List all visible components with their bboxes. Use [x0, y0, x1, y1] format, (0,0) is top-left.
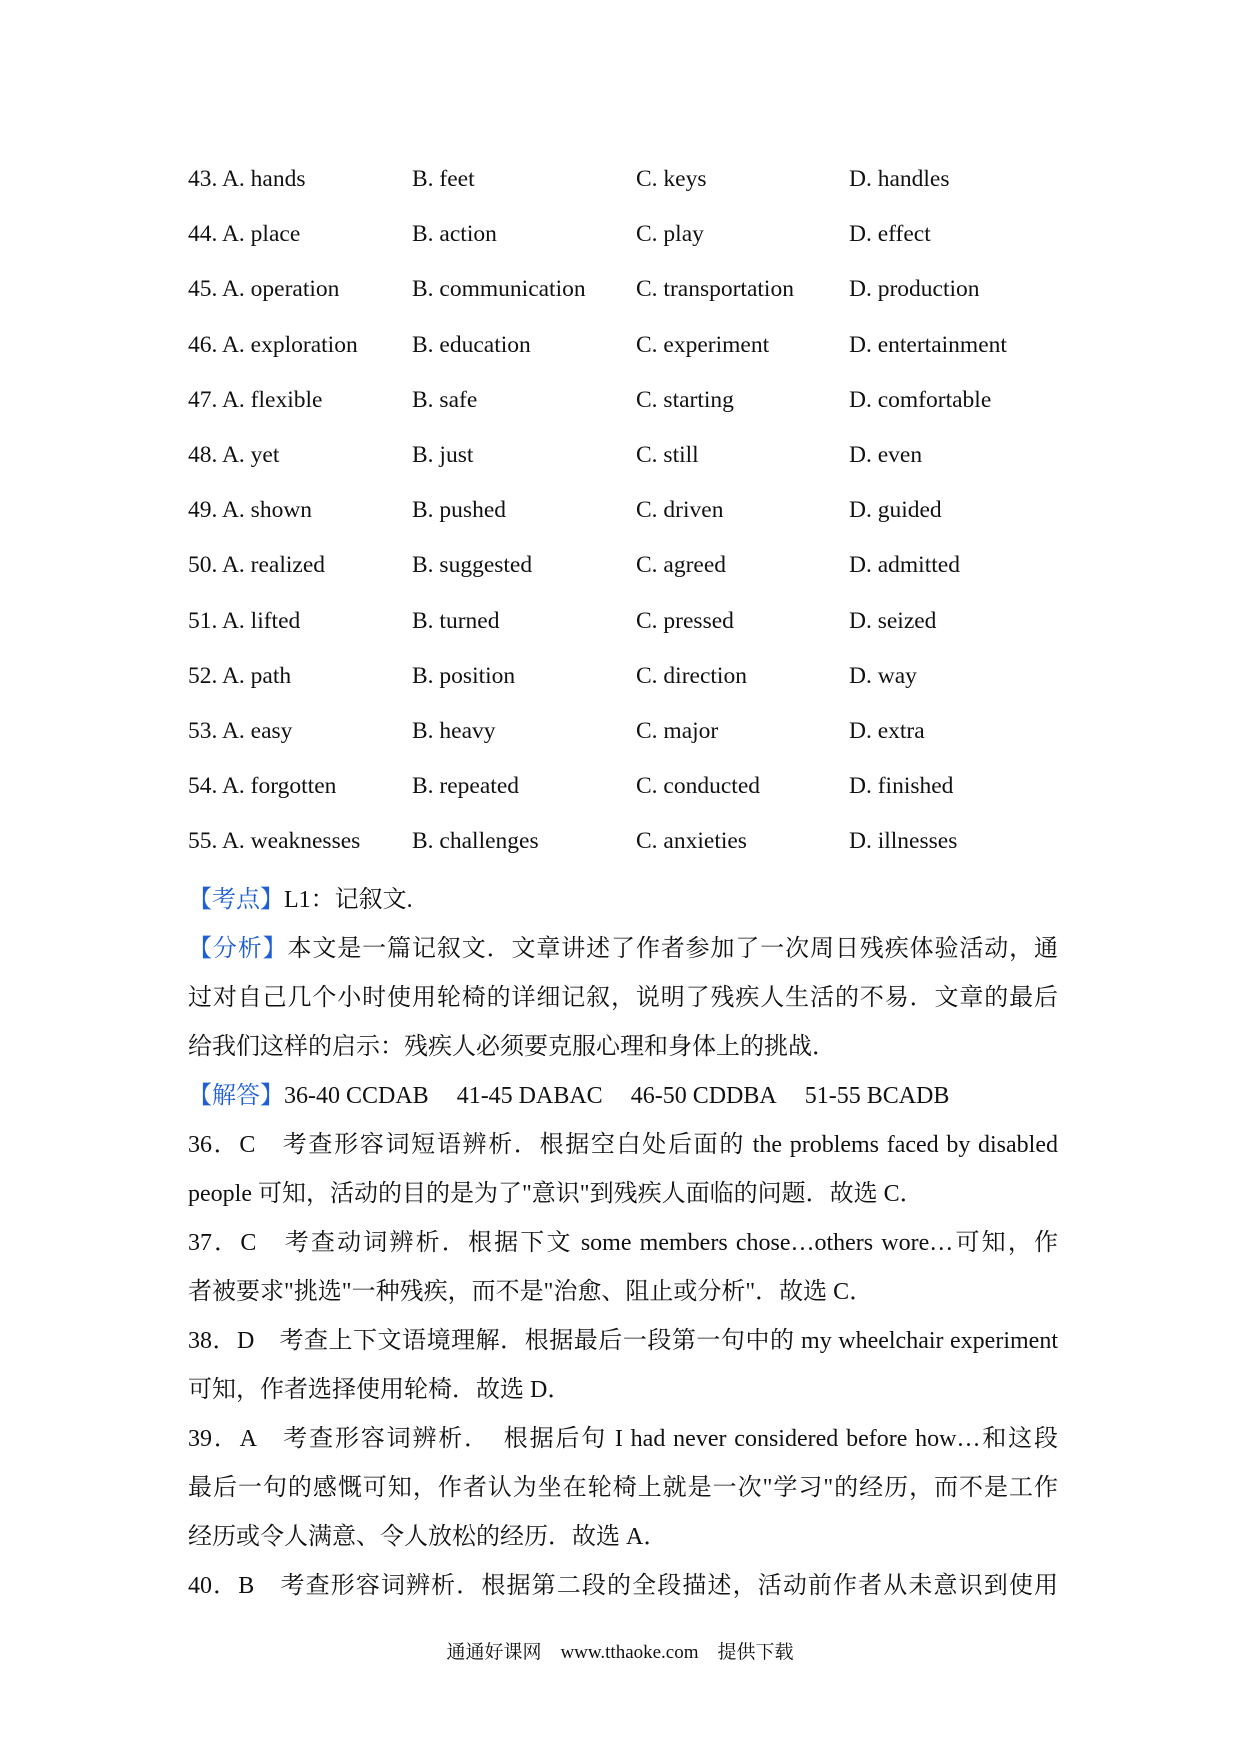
option-d: D. admitted [849, 552, 960, 579]
explanation-line: 者被要求"挑选"一种残疾，而不是"治愈、阻止或分析"．故选 C． [188, 1279, 874, 1305]
option-c: C. agreed [636, 552, 727, 579]
option-d: D. seized [849, 607, 937, 634]
question-row [188, 262, 1069, 317]
option-c: C. transportation [636, 276, 794, 303]
option-d: D. guided [849, 497, 942, 524]
option-d: D. even [849, 442, 923, 469]
option-a: 54. A. forgotten [188, 773, 337, 800]
question-row [188, 483, 1069, 538]
kaodian-text: L1：记叙文. [284, 887, 413, 913]
option-a: 55. A. weaknesses [188, 828, 361, 855]
option-d: D. handles [849, 166, 950, 193]
option-c: C. play [636, 221, 704, 248]
option-c: C. driven [636, 497, 724, 524]
question-row [188, 428, 1069, 483]
option-c: C. keys [636, 166, 707, 193]
question-row [188, 152, 1069, 207]
question-row [188, 318, 1069, 373]
option-b: B. communication [412, 276, 586, 303]
option-d: D. effect [849, 221, 931, 248]
option-b: B. just [412, 442, 474, 469]
question-row [188, 538, 1069, 593]
option-a: 46. A. exploration [188, 331, 358, 358]
option-c: C. conducted [636, 773, 760, 800]
fenxi-line: 给我们这样的启示：残疾人必须要克服心理和身体上的挑战． [188, 1034, 836, 1060]
option-a: 50. A. realized [188, 552, 326, 579]
option-a: 47. A. flexible [188, 386, 323, 413]
option-b: B. repeated [412, 773, 520, 800]
option-a: 43. A. hands [188, 166, 306, 193]
option-c: C. anxieties [636, 828, 747, 855]
explanation-line: 可知，作者选择使用轮椅．故选 D． [188, 1377, 572, 1403]
question-row [188, 594, 1069, 649]
option-a: 44. A. place [188, 221, 301, 248]
answer-group: 36-40 CCDAB [284, 1083, 429, 1109]
option-b: B. heavy [412, 717, 496, 744]
explanation-line: 37．C 考查动词辨析．根据下文 some members chose…others wore…可知，作 [188, 1230, 1058, 1256]
option-b: B. challenges [412, 828, 539, 855]
kaodian-tag: 【考点】 [188, 887, 284, 913]
option-a: 45. A. operation [188, 276, 340, 303]
option-a: 53. A. easy [188, 717, 293, 744]
question-row [188, 649, 1069, 704]
explanation-line: 39．A 考查形容词辨析． 根据后句 I had never considered before how…和这段 [188, 1426, 1058, 1452]
option-b: B. safe [412, 386, 478, 413]
option-d: D. way [849, 662, 917, 689]
option-d: D. extra [849, 717, 925, 744]
question-row [188, 759, 1069, 814]
question-row [188, 814, 1069, 869]
option-c: C. experiment [636, 331, 770, 358]
explanation-line: 40．B 考查形容词辨析．根据第二段的全段描述，活动前作者从未意识到使用 [188, 1573, 1058, 1599]
explanation-line: 经历或令人满意、令人放松的经历．故选 A． [188, 1524, 668, 1550]
option-b: B. turned [412, 607, 500, 634]
fenxi-tag: 【分析】 [188, 936, 288, 962]
explanation-line: 38．D 考查上下文语境理解．根据最后一段第一句中的 my wheelchair experiment [188, 1328, 1058, 1354]
option-a: 49. A. shown [188, 497, 313, 524]
options-table [188, 152, 1069, 869]
option-c: C. starting [636, 386, 734, 413]
jieda-line [188, 1072, 1058, 1121]
fenxi-line [188, 925, 1058, 974]
fenxi-text: 本文是一篇记叙文．文章讲述了作者参加了一次周日残疾体验活动，通 [287, 936, 1058, 962]
option-b: B. suggested [412, 552, 533, 579]
option-a: 48. A. yet [188, 442, 280, 469]
option-d: D. finished [849, 773, 954, 800]
option-b: B. education [412, 331, 531, 358]
option-d: D. entertainment [849, 331, 1007, 358]
answer-sections [188, 876, 1058, 1611]
explanation-line: 36．C 考查形容词短语辨析．根据空白处后面的 the problems faced by disabled [188, 1132, 1058, 1158]
option-d: D. production [849, 276, 980, 303]
option-b: B. pushed [412, 497, 506, 524]
option-b: B. position [412, 662, 516, 689]
option-c: C. direction [636, 662, 747, 689]
answer-group: 41-45 DABAC [456, 1083, 603, 1109]
option-c: C. still [636, 442, 699, 469]
option-c: C. pressed [636, 607, 734, 634]
option-a: 51. A. lifted [188, 607, 301, 634]
answer-group: 51-55 BCADB [804, 1083, 950, 1109]
option-c: C. major [636, 717, 719, 744]
page-footer: 通通好课网 www.tthaoke.com 提供下载 [446, 1642, 794, 1663]
jieda-tag: 【解答】 [188, 1083, 284, 1109]
question-row [188, 704, 1069, 759]
explanation-line: 最后一句的感慨可知，作者认为坐在轮椅上就是一次"学习"的经历，而不是工作 [188, 1475, 1058, 1501]
kaodian-line [188, 876, 1058, 925]
question-row [188, 373, 1069, 428]
option-b: B. action [412, 221, 497, 248]
option-d: D. illnesses [849, 828, 958, 855]
answer-group: 46-50 CDDBA [630, 1083, 777, 1109]
fenxi-line: 过对自己几个小时使用轮椅的详细记叙，说明了残疾人生活的不易．文章的最后 [188, 985, 1058, 1011]
option-b: B. feet [412, 166, 475, 193]
option-a: 52. A. path [188, 662, 292, 689]
explanation-line: people 可知，活动的目的是为了"意识"到残疾人面临的问题．故选 C． [188, 1181, 924, 1207]
question-row [188, 207, 1069, 262]
option-d: D. comfortable [849, 386, 992, 413]
